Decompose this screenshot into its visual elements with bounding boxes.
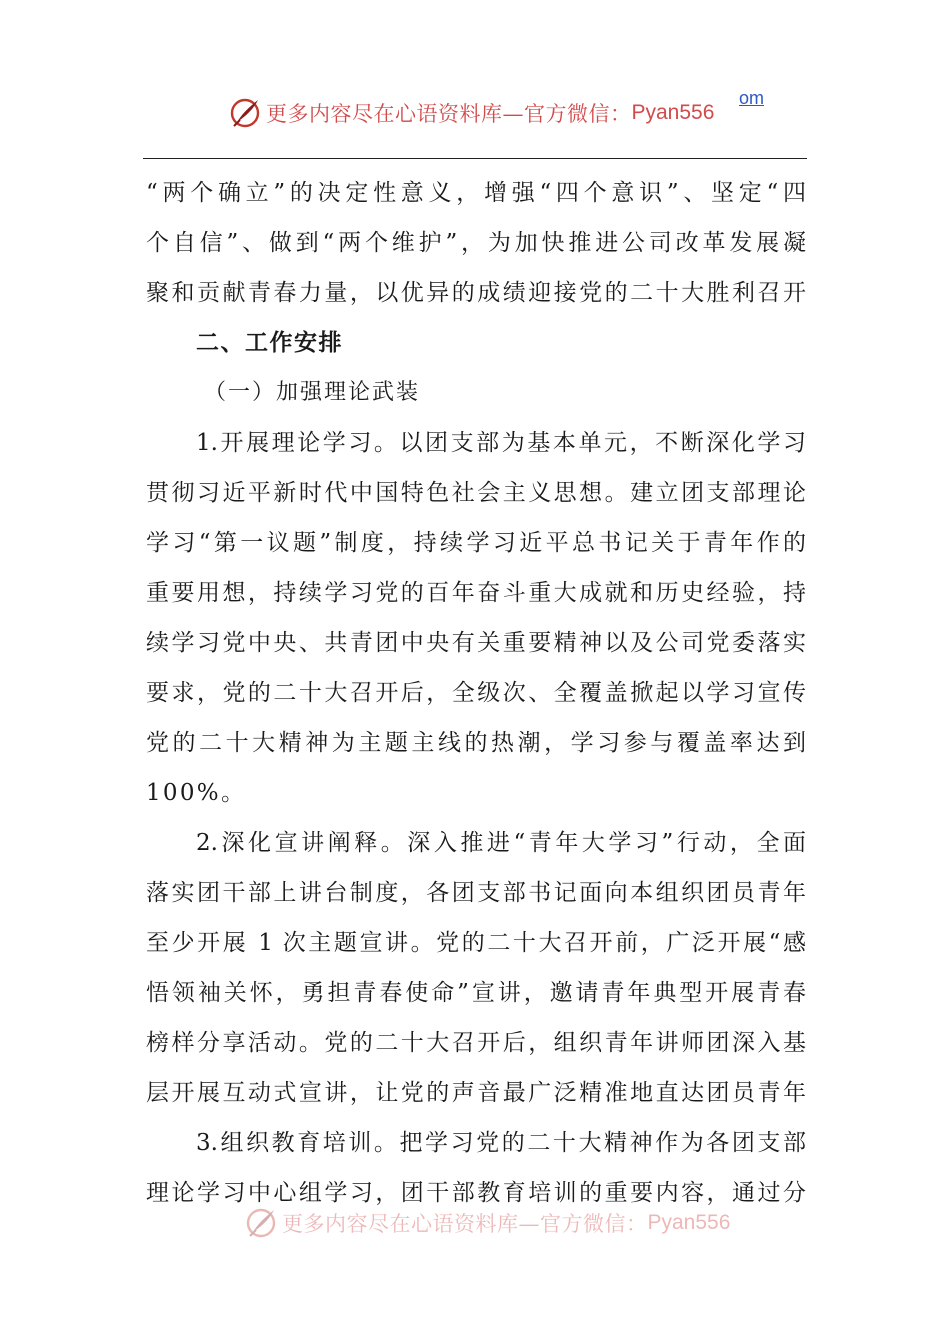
text-line: 党的二十大精神为主题主线的热潮，学习参与覆盖率达到 [146,730,806,756]
text-line: 3.组织教育培训。把学习党的二十大精神作为各团支部 [196,1130,806,1156]
section-heading: 二、工作安排 [196,330,343,356]
text-line: 续学习党中央、共青团中央有关重要精神以及公司党委落实 [146,630,806,656]
text-line: 层开展互动式宣讲，让党的声音最广泛精准地直达团员青年 [146,1080,806,1106]
text-line: 个自信”、做到“两个维护”，为加快推进公司改革发展凝 [146,230,806,256]
watermark-text: 更多内容尽在心语资料库—官方微信： [282,1212,648,1236]
text-line: 落实团干部上讲台制度，各团支部书记面向本组织团员青年 [146,880,806,906]
header-watermark [228,96,714,130]
text-line: 2.深化宣讲阐释。深入推进“青年大学习”行动，全面 [196,830,806,856]
text-line: 悟领袖关怀，勇担青春使命”宣讲，邀请青年典型开展青春 [146,980,806,1006]
watermark-text: 更多内容尽在心语资料库—官方微信： [266,102,632,126]
partial-link[interactable]: om [739,88,765,108]
text-line: 理论学习中心组学习，团干部教育培训的重要内容，通过分 [146,1180,806,1206]
watermark-handle: Pyan556 [631,101,715,124]
quill-logo-icon [244,1206,278,1240]
text-line: 1.开展理论学习。以团支部为基本单元，不断深化学习 [196,430,806,456]
quill-logo-icon [228,96,262,130]
text-line: 重要用想，持续学习党的百年奋斗重大成就和历史经验，持 [146,580,806,606]
document-body [146,168,806,1218]
text-line: 贯彻习近平新时代中国特色社会主义思想。建立团支部理论 [146,480,806,506]
text-line: 100%。 [146,780,247,806]
text-line: 聚和贡献青春力量，以优异的成绩迎接党的二十大胜利召开 [146,280,806,306]
subsection-heading: （一）加强理论武装 [204,380,421,405]
watermark-handle: Pyan556 [647,1211,731,1234]
footer-watermark [244,1206,730,1240]
text-line: “两个确立”的决定性意义，增强“四个意识”、坚定“四 [146,180,806,206]
text-line: 学习“第一议题”制度，持续学习近平总书记关于青年作的 [146,530,806,556]
text-line: 要求，党的二十大召开后，全级次、全覆盖掀起以学习宣传 [146,680,806,706]
text-line: 榜样分享活动。党的二十大召开后，组织青年讲师团深入基 [146,1030,806,1056]
header-rule [143,158,807,159]
text-line: 至少开展 1 次主题宣讲。党的二十大召开前，广泛开展“感 [146,930,806,956]
